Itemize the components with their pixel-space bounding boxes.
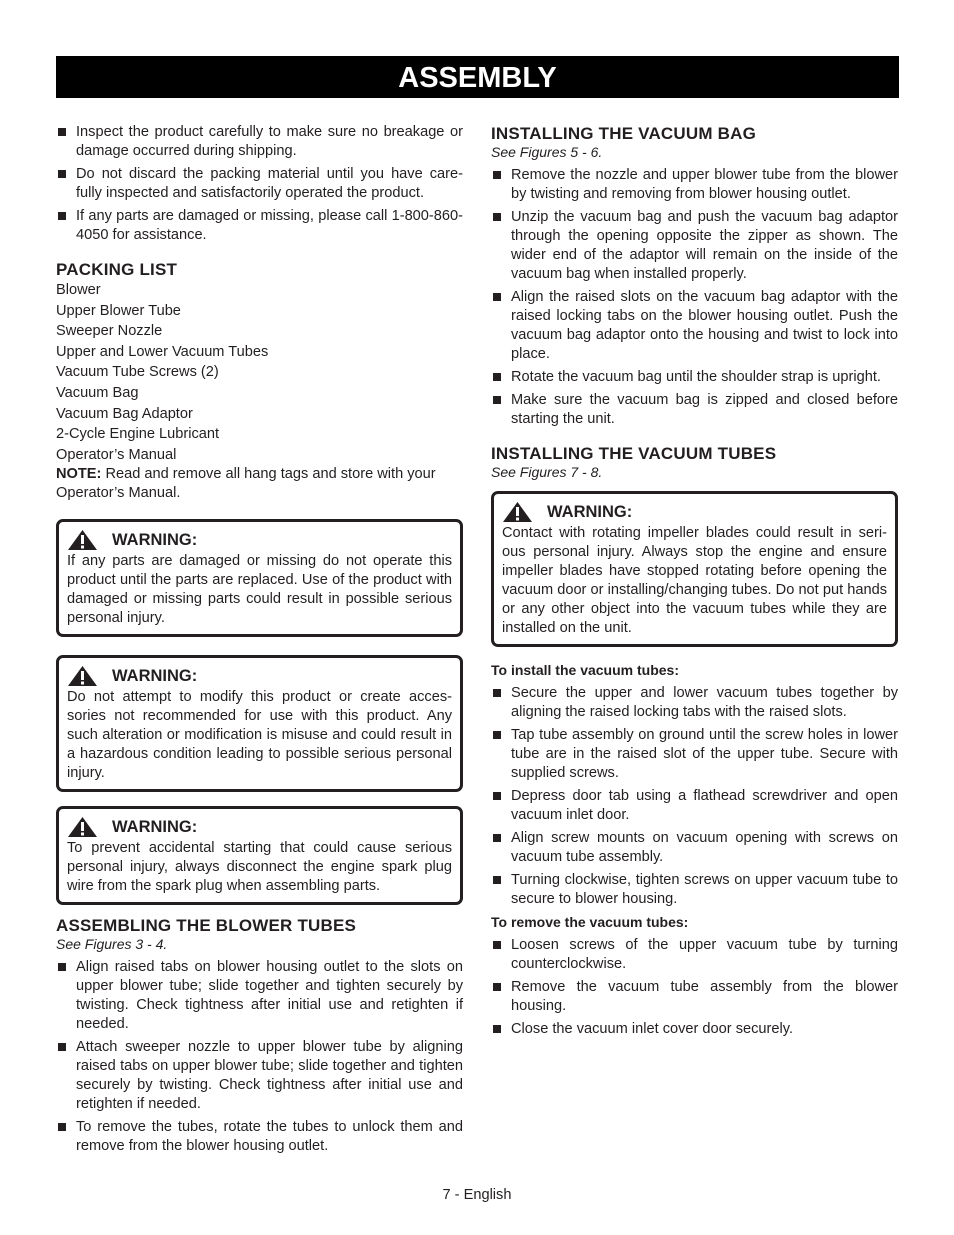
packing-note [56,465,463,503]
figure-reference: See Figures 3 - 4. [56,936,168,953]
page-number: 7 - English [442,1187,512,1203]
warning-label: WARNING: [112,818,198,837]
warning-triangle-icon [67,816,98,838]
list-item: Tap tube assembly on ground until the screw holes in lower tube are in the raised slot of the upper tube. Secure with supplied screws. [491,726,898,783]
list-item: Remove the vacuum tube assembly from the blower housing. [491,978,898,1016]
list-item: 2-Cycle Engine Lubricant [56,426,220,443]
vacuum-bag-heading: INSTALLING THE VACUUM BAG [491,124,757,143]
left-column [56,123,463,1160]
page-title: ASSEMBLY [56,56,899,98]
list-item: Align raised tabs on blower housing outlet to the slots on upper blower tube; slide together and tighten securely by twisting. Check tightness after initial use and retighten if needed. [56,958,463,1034]
list-item: Make sure the vacuum bag is zipped and closed before starting the unit. [491,391,898,429]
warning-box [56,806,463,905]
list-item: Upper Blower Tube [56,302,181,319]
warning-triangle-icon [502,501,533,523]
blower-tubes-heading: ASSEMBLING THE BLOWER TUBES [56,916,357,936]
list-item: Vacuum Bag Adaptor [56,405,193,422]
list-item: Align the raised slots on the vacuum bag adaptor with the raised locking tabs on the blower housing outlet. Push the vacuum bag adaptor onto the housing and twist to lock into place. [491,288,898,364]
remove-tubes-list [491,936,898,1039]
warning-text: If any parts are damaged or missing do not operate this product until the parts are replaced. Use of the product with damaged or missing parts could result in possible serious personal injury. [67,553,452,627]
note-text: Read and remove all hang tags and store with your Operator’s Manual. [56,466,436,502]
list-item: Blower [56,282,101,298]
install-tubes-list [491,684,898,909]
list-item: Align screw mounts on vacuum opening with screws on vacuum tube assembly. [491,829,898,867]
vacuum-tubes-heading: INSTALLING THE VACUUM TUBES [491,444,777,463]
list-item: Vacuum Tube Screws (2) [56,364,219,381]
warning-text: Do not attempt to modify this product or create acces- sories not recommended for use with this product. Any such alteration or modification is misuse and could result in a hazardous condition leading to possible serious personal injury. [67,689,452,782]
list-item: Operator’s Manual [56,446,177,463]
list-item: To remove the tubes, rotate the tubes to unlock them and remove from the blower housing outlet. [56,1118,463,1156]
list-item: Inspect the product carefully to make sure no breakage or damage occurred during shipping. [56,123,463,161]
warning-box [491,491,898,647]
list-item: If any parts are damaged or missing, please call 1-800-860-4050 for assistance. [56,207,463,245]
list-item: Depress door tab using a flathead screwdriver and open vacuum inlet door. [491,787,898,825]
list-item: Sweeper Nozzle [56,323,163,340]
figure-reference: See Figures 7 - 8. [491,464,603,480]
list-item: Secure the upper and lower vacuum tubes together by aligning the raised locking tabs with the raised slots. [491,684,898,722]
figure-reference: See Figures 5 - 6. [491,144,603,160]
remove-subheading: To remove the vacuum tubes: [491,914,689,930]
list-item: Attach sweeper nozzle to upper blower tube by aligning raised tabs on upper blower tube; slide together and tighten securely by twisting. Check tightness after initial use and retighten if needed. [56,1038,463,1114]
warning-triangle-icon [67,529,98,551]
warning-label: WARNING: [112,531,198,550]
intro-bullet-list [56,123,463,245]
list-item: Upper and Lower Vacuum Tubes [56,343,269,360]
warning-label: WARNING: [112,667,198,686]
warning-box [56,655,463,792]
note-label: NOTE: [56,466,102,483]
packing-list-heading: PACKING LIST [56,260,178,279]
warning-text: To prevent accidental starting that could cause serious personal injury, always disconnect the engine spark plug wire from the spark plug when assembling parts. [67,840,452,895]
warning-triangle-icon [67,665,98,687]
install-subheading: To install the vacuum tubes: [491,662,679,678]
right-column [491,123,898,1043]
warning-text: Contact with rotating impeller blades could result in seri- ous personal injury. Always stop the engine and ensure impeller blades have stopped rotating before opening the vacuum door or installing/changing tubes. Do not put hands or any other object into the vacuum tubes while they are installed on the unit. [502,525,887,636]
warning-label: WARNING: [547,503,633,521]
list-item: Remove the nozzle and upper blower tube from the blower by twisting and removing from blower housing outlet. [491,166,898,204]
vacuum-bag-list [491,166,898,429]
warning-box [56,519,463,637]
list-item: Unzip the vacuum bag and push the vacuum bag adaptor through the opening opposite the zipper as shown. The wider end of the adaptor will remain on the inside of the vacuum bag when installed properly. [491,208,898,284]
list-item: Loosen screws of the upper vacuum tube by turning counterclockwise. [491,936,898,974]
list-item: Do not discard the packing material until you have care- fully inspected and satisfactorily operated the product. [56,165,463,203]
packing-list [56,280,463,465]
list-item: Rotate the vacuum bag until the shoulder strap is upright. [491,368,898,387]
blower-tubes-list [56,958,463,1156]
list-item: Vacuum Bag [56,384,139,401]
list-item: Close the vacuum inlet cover door securely. [491,1020,898,1039]
list-item: Turning clockwise, tighten screws on upper vacuum tube to secure to blower housing. [491,871,898,909]
